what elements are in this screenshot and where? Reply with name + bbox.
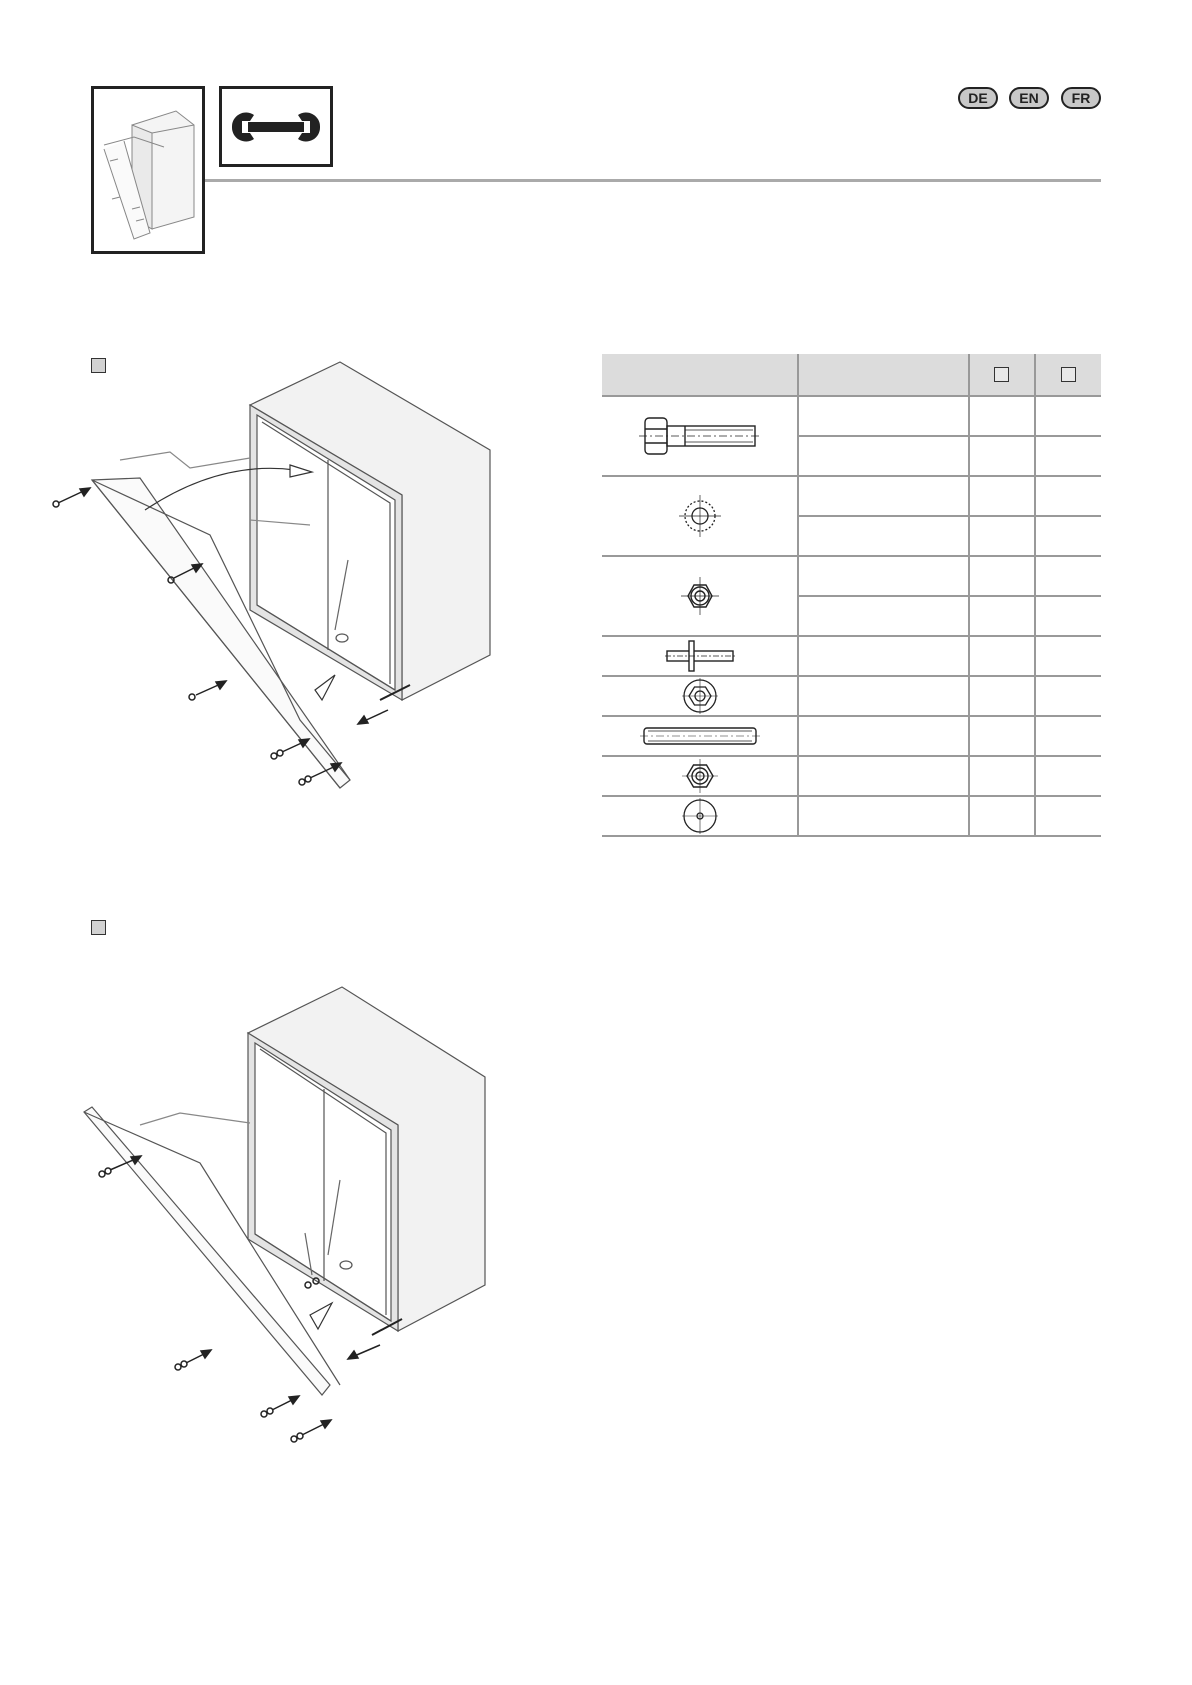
- threaded-rod-icon: [640, 721, 760, 751]
- part-symbol-cell: [602, 636, 798, 676]
- enclosure-panel-mounting-figure-alt: [80, 985, 500, 1445]
- header-rule: [205, 179, 1101, 182]
- hex-nut-with-washer-icon: [680, 677, 720, 715]
- lang-en-badge[interactable]: EN: [1009, 87, 1049, 109]
- table-row: [602, 476, 1101, 516]
- step-2-marker: [91, 920, 106, 935]
- table-row: [602, 396, 1101, 436]
- enclosure-thumbnail: [91, 86, 205, 254]
- part-symbol-cell: [602, 396, 798, 476]
- table-row: [602, 716, 1101, 756]
- parts-header-description: [798, 354, 969, 396]
- part-symbol-cell: [602, 796, 798, 836]
- enclosure-panel-mounting-figure: [50, 360, 520, 820]
- qty-2-marker: [1061, 367, 1076, 382]
- table-row: [602, 636, 1101, 676]
- hex-bolt-icon: [635, 411, 765, 461]
- parts-header-qty-2: [1035, 354, 1101, 396]
- tool-box: [219, 86, 333, 167]
- table-row: [602, 676, 1101, 716]
- washer-icon: [675, 491, 725, 541]
- qty-1-marker: [994, 367, 1009, 382]
- table-row: [602, 796, 1101, 836]
- part-symbol-cell: [602, 556, 798, 636]
- parts-header-qty-1: [969, 354, 1034, 396]
- lang-de-badge[interactable]: DE: [958, 87, 998, 109]
- table-row: [602, 756, 1101, 796]
- wrench-icon: [222, 89, 330, 164]
- parts-table: [602, 354, 1101, 837]
- small-hex-nut-icon: [680, 758, 720, 794]
- round-washer-icon: [680, 797, 720, 835]
- enclosure-panel-icon: [94, 89, 202, 251]
- stud-with-collar-icon: [665, 639, 735, 673]
- parts-header-symbol: [602, 354, 798, 396]
- hex-nut-icon: [675, 571, 725, 621]
- part-symbol-cell: [602, 476, 798, 556]
- part-symbol-cell: [602, 756, 798, 796]
- parts-table-header: [602, 354, 1101, 396]
- lang-fr-badge[interactable]: FR: [1061, 87, 1101, 109]
- part-symbol-cell: [602, 716, 798, 756]
- table-row: [602, 556, 1101, 596]
- part-symbol-cell: [602, 676, 798, 716]
